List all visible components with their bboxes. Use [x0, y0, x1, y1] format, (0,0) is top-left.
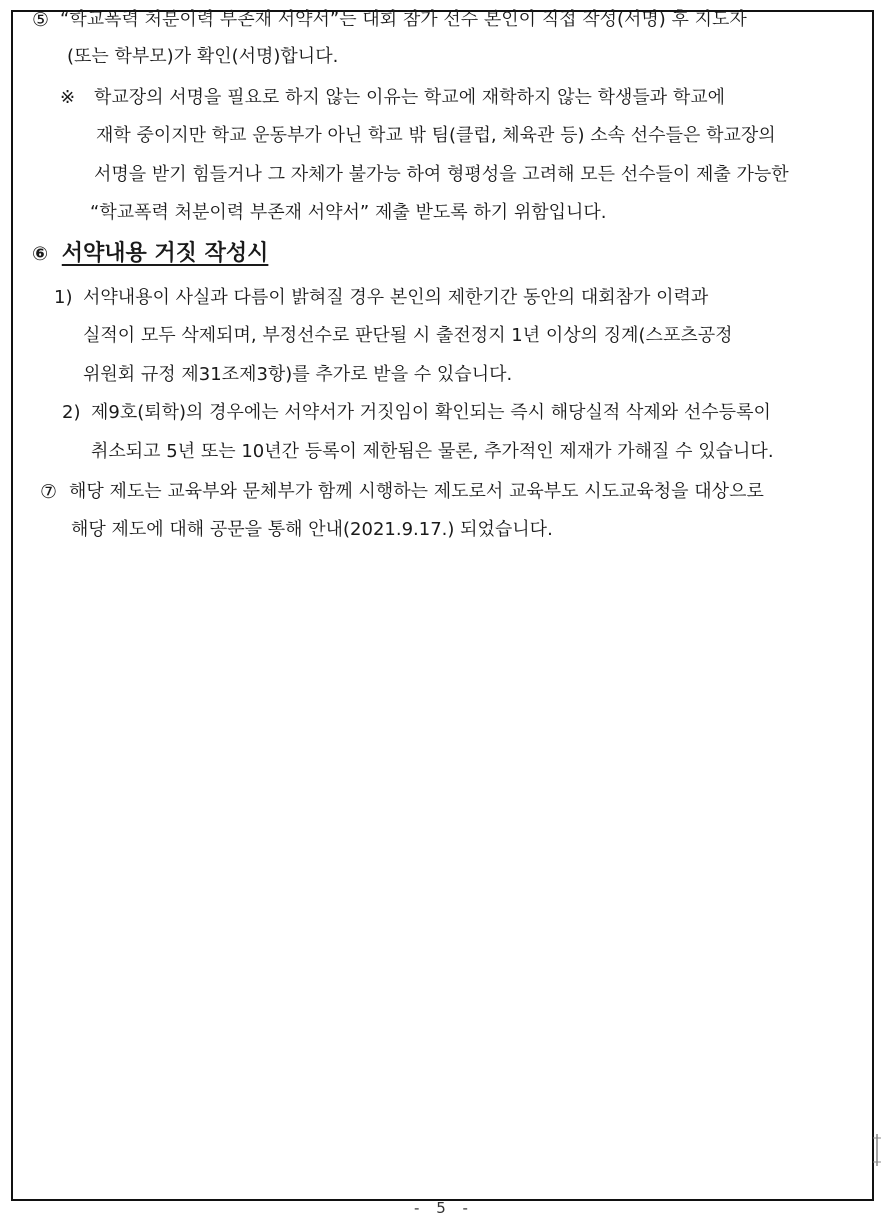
note-line4: “학교폭력 처분이력 부존재 서약서” 제출 받도록 하기 위함입니다. — [90, 202, 607, 223]
corner-mark-icon — [870, 1132, 884, 1168]
note-marker: ※ — [60, 87, 76, 108]
note-line2: 재학 중이지만 학교 운동부가 아닌 학교 밖 팀(클럽, 체육관 등) 소속 선수들은 학교장의 — [96, 125, 776, 146]
page-number: - 5 - — [414, 1199, 474, 1217]
item5-line1: “학교폭력 처분이력 부존재 서약서”는 대회 참가 선수 본인이 직접 작성(서명) 후 지도자 — [60, 9, 747, 30]
item5-marker: ⑤ — [32, 9, 50, 31]
note-line1: 학교장의 서명을 필요로 하지 않는 이유는 학교에 재학하지 않는 학생들과 학교에 — [94, 87, 726, 108]
item7-line1: 해당 제도는 교육부와 문체부가 함께 시행하는 제도로서 교육부도 시도교육청을 대상으로 — [69, 481, 764, 502]
section6-heading — [32, 240, 268, 268]
sub1-marker: 1) — [54, 287, 73, 308]
item7-line2: 해당 제도에 대해 공문을 통해 안내(2021.9.17.) 되었습니다. — [71, 519, 553, 540]
section6-marker: ⑥ — [32, 243, 49, 265]
sub1-line2: 실적이 모두 삭제되며, 부정선수로 판단될 시 출전정지 1년 이상의 징계(스포츠공정 — [83, 325, 733, 346]
sub1-line3: 위원회 규정 제31조제3항)를 추가로 받을 수 있습니다. — [83, 364, 513, 385]
sub2-line2: 취소되고 5년 또는 10년간 등록이 제한됨은 물론, 추가적인 제재가 가해질 수 있습니다. — [91, 441, 774, 462]
sub2-marker: 2) — [62, 402, 81, 423]
item7-marker: ⑦ — [40, 481, 58, 503]
note-line3: 서명을 받기 힘들거나 그 자체가 불가능 하여 형평성을 고려해 모든 선수들이 제출 가능한 — [94, 164, 789, 185]
sub2-line1: 제9호(퇴학)의 경우에는 서약서가 거짓임이 확인되는 즉시 해당실적 삭제와 선수등록이 — [91, 402, 771, 423]
page-border — [11, 10, 874, 1201]
sub1-line1: 서약내용이 사실과 다름이 밝혀질 경우 본인의 제한기간 동안의 대회참가 이력과 — [83, 287, 709, 308]
item5-line2: (또는 학부모)가 확인(서명)합니다. — [67, 46, 339, 67]
section6-title: 서약내용 거짓 작성시 — [61, 241, 269, 266]
